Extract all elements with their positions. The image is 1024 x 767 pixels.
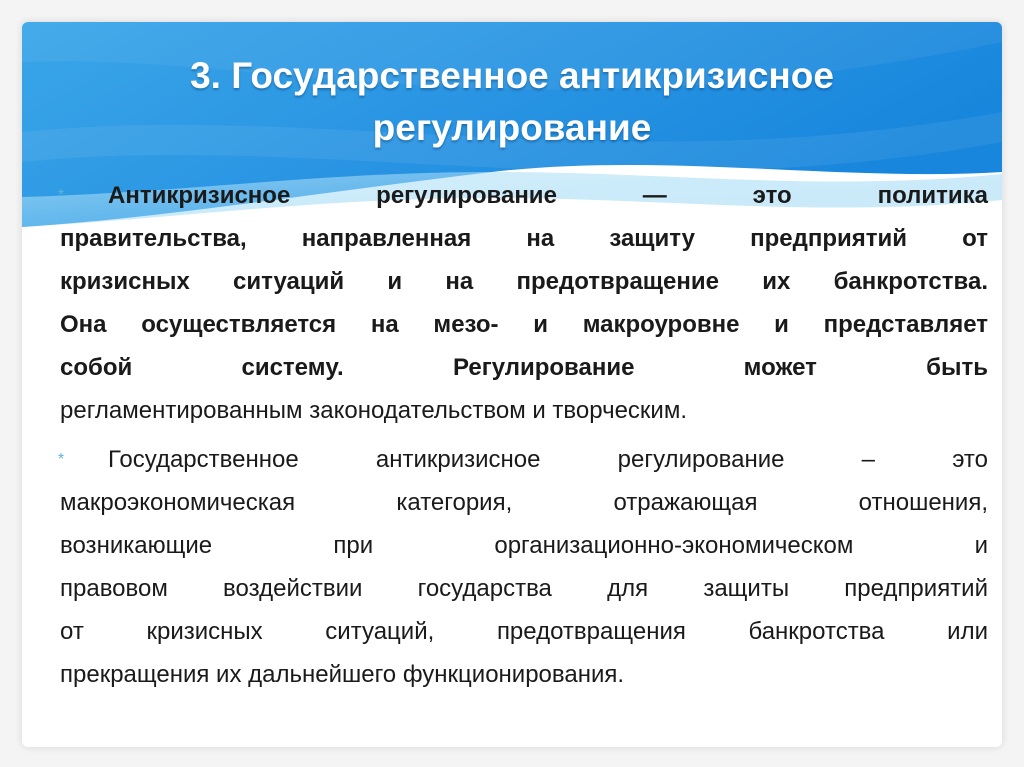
slide-body (57, 174, 988, 702)
bullet-icon: * (57, 187, 65, 204)
paragraph-line: возникающие при организационно-экономическом и (60, 532, 988, 559)
paragraph-line: Антикризисное регулирование — это политика (108, 182, 988, 209)
paragraph-line: Государственное антикризисное регулирование – это (108, 446, 988, 473)
bullet-icon: * (57, 451, 65, 468)
paragraph-line: правительства, направленная на защиту предприятий от (60, 225, 988, 252)
paragraph-1 (57, 174, 988, 432)
title-line-1: 3. Государственное антикризисное (190, 55, 834, 96)
paragraph-line: макроэкономическая категория, отражающая отношения, (60, 489, 988, 516)
paragraph-line: кризисных ситуаций и на предотвращение их банкротства. (60, 268, 988, 295)
paragraph-line: регламентированным законодательством и творческим. (60, 397, 687, 424)
paragraph-line: от кризисных ситуаций, предотвращения банкротства или (60, 618, 988, 645)
slide (22, 22, 1002, 747)
paragraph-line: прекращения их дальнейшего функционирования. (60, 661, 625, 688)
title-line-2: регулирование (372, 107, 652, 148)
paragraph-line: правовом воздействии государства для защиты предприятий (60, 575, 988, 602)
paragraph-line: Она осуществляется на мезо- и макроуровне и представляет (60, 311, 988, 338)
paragraph-2 (57, 438, 988, 696)
paragraph-line: собой системy. Регулирование может быть (60, 354, 988, 381)
slide-title (22, 50, 1002, 154)
